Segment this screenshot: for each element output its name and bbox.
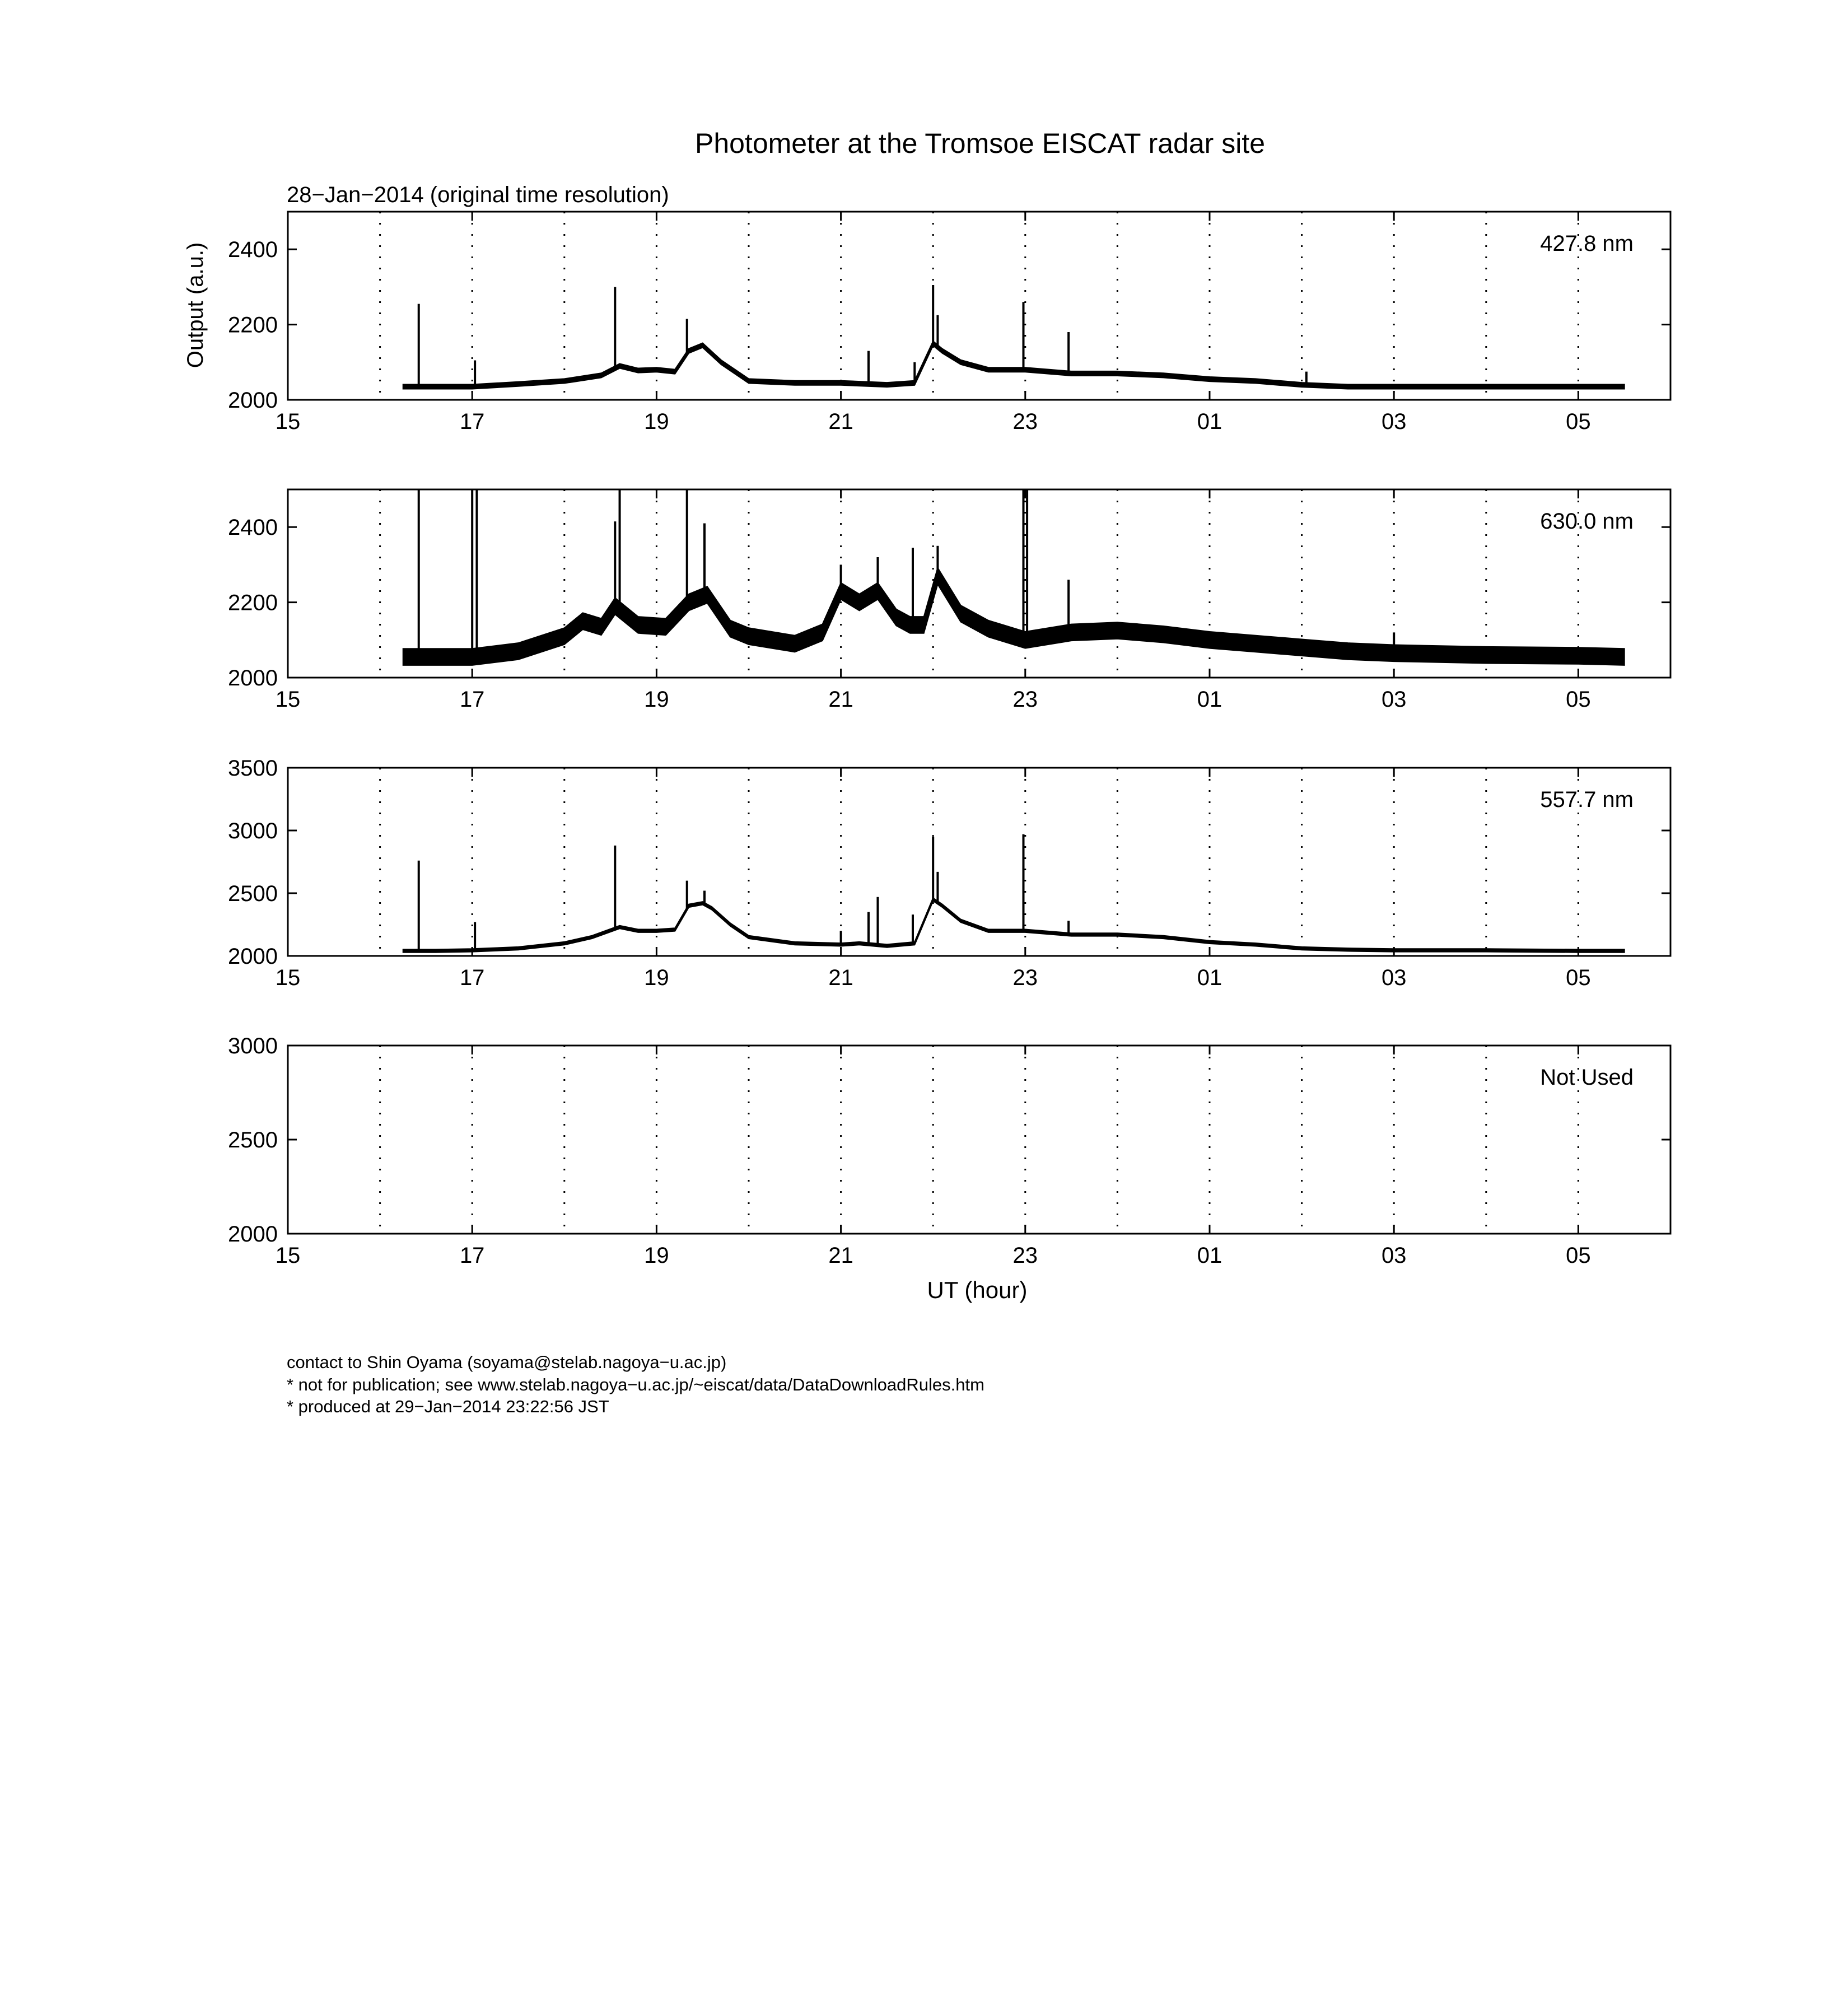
x-tick-label: 01: [1197, 409, 1222, 434]
data-band: [403, 341, 1625, 389]
x-tick-label: 05: [1566, 1243, 1591, 1268]
x-tick-label: 05: [1566, 409, 1591, 434]
panel-label: 630.0 nm: [1540, 509, 1634, 534]
x-tick-label: 21: [828, 409, 853, 434]
x-tick-label: 23: [1012, 1243, 1038, 1268]
figure-title: Photometer at the Tromsoe EISCAT radar site: [694, 128, 1266, 159]
y-tick-label: 2400: [228, 237, 278, 263]
x-tick-label: 21: [828, 1243, 853, 1268]
y-tick-label: 2200: [228, 312, 278, 338]
x-tick-label: 05: [1566, 687, 1591, 712]
footer-produced: * produced at 29−Jan−2014 23:22:56 JST: [287, 1397, 609, 1416]
footer-contact: contact to Shin Oyama (soyama@stelab.nagoya−u.ac.jp): [287, 1352, 727, 1372]
x-tick-label: 17: [459, 409, 485, 434]
figure-subtitle: 28−Jan−2014 (original time resolution): [287, 183, 669, 207]
x-tick-label: 15: [275, 409, 301, 434]
data-band: [403, 568, 1625, 665]
x-tick-label: 03: [1381, 1243, 1407, 1268]
x-tick-label: 15: [275, 1243, 301, 1268]
y-tick-label: 3000: [228, 1034, 278, 1058]
y-tick-label: 2000: [228, 1222, 278, 1247]
axes-frame: [288, 1046, 1670, 1234]
y-axis-label: Output (a.u.): [183, 242, 208, 368]
data-band: [403, 898, 1625, 953]
x-tick-label: 19: [644, 965, 669, 990]
x-tick-label: 17: [459, 1243, 485, 1268]
x-tick-label: 23: [1012, 965, 1038, 990]
x-tick-label: 23: [1012, 409, 1038, 434]
x-tick-label: 21: [828, 965, 853, 990]
x-tick-label: 23: [1012, 687, 1038, 712]
y-tick-label: 3000: [228, 819, 278, 843]
panel-label: 427.8 nm: [1540, 231, 1634, 256]
panel-label: Not Used: [1540, 1065, 1634, 1090]
x-tick-label: 15: [275, 965, 301, 990]
panel-1: [228, 212, 1670, 434]
panel-4: [228, 1034, 1670, 1268]
y-tick-label: 2200: [228, 590, 278, 615]
x-tick-label: 21: [828, 687, 853, 712]
y-tick-label: 3500: [228, 756, 278, 781]
x-tick-label: 05: [1566, 965, 1591, 990]
panel-3: [228, 756, 1670, 990]
x-tick-label: 01: [1197, 965, 1222, 990]
x-tick-label: 03: [1381, 409, 1407, 434]
footer-rules: * not for publication; see www.stelab.nagoya−u.ac.jp/~eiscat/data/DataDownloadRules.htm: [287, 1375, 984, 1394]
x-tick-label: 01: [1197, 687, 1222, 712]
x-tick-label: 15: [275, 687, 301, 712]
y-tick-label: 2000: [228, 944, 278, 969]
y-tick-label: 2500: [228, 881, 278, 906]
x-tick-label: 17: [459, 687, 485, 712]
x-axis-label: UT (hour): [927, 1277, 1028, 1303]
axes-frame: [288, 212, 1670, 400]
x-tick-label: 03: [1381, 687, 1407, 712]
data-trace: [403, 899, 1625, 951]
y-tick-label: 2000: [228, 388, 278, 413]
panel-2: [228, 489, 1670, 712]
x-tick-label: 17: [459, 965, 485, 990]
x-tick-label: 19: [644, 687, 669, 712]
y-tick-label: 2400: [228, 515, 278, 540]
panel-label: 557.7 nm: [1540, 787, 1634, 812]
x-tick-label: 03: [1381, 965, 1407, 990]
panels-group: [228, 212, 1670, 1268]
y-tick-label: 2500: [228, 1128, 278, 1152]
x-tick-label: 19: [644, 409, 669, 434]
x-tick-label: 19: [644, 1243, 669, 1268]
y-tick-label: 2000: [228, 666, 278, 690]
x-tick-label: 01: [1197, 1243, 1222, 1268]
